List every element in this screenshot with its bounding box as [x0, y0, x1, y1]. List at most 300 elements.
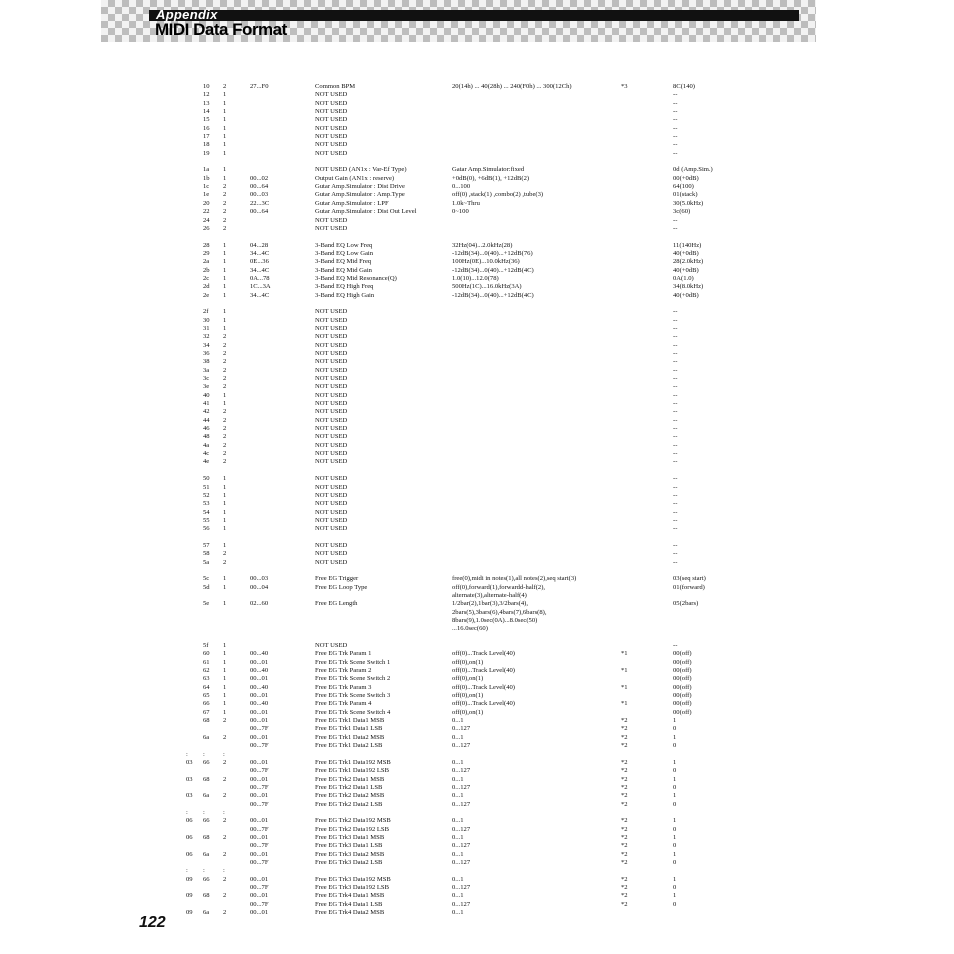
- cell-parameter-name: Gutar Amp.Simulator : Dist Drive: [315, 183, 405, 191]
- table-row: [0, 867, 954, 875]
- cell-description: -12dB(34)...0(40)...+12dB(76): [452, 249, 533, 257]
- cell-default-value: --: [673, 383, 678, 391]
- cell-parameter-name: NOT USED: [315, 425, 348, 433]
- cell-description: off(0),forward(1),forwardd-half(2),: [452, 583, 546, 591]
- cell-address-high: 03: [186, 775, 193, 783]
- cell-address-low: 1e: [203, 191, 210, 199]
- cell-parameter-name: Free EG Trk1 Data1 MSB: [315, 717, 385, 725]
- cell-size: 2: [223, 909, 227, 917]
- table-row: [0, 801, 954, 809]
- table-row: [0, 792, 954, 800]
- cell-address-low: 5e: [203, 600, 210, 608]
- cell-address-low: 44: [203, 416, 210, 424]
- table-row: [0, 709, 954, 717]
- cell-size: 2: [223, 208, 227, 216]
- cell-description: off(0),on(1): [452, 658, 484, 666]
- cell-size: 2: [223, 441, 227, 449]
- cell-address-high: 03: [186, 758, 193, 766]
- cell-parameter-name: 3-Band EQ High Gain: [315, 291, 375, 299]
- cell-address-low: 58: [203, 550, 210, 558]
- cell-parameter-name: Free EG Trk3 Data192 MSB: [315, 875, 391, 883]
- cell-parameter-name: Free EG Trk2 Data2 MSB: [315, 792, 385, 800]
- cell-parameter-name: NOT USED: [315, 375, 348, 383]
- cell-parameter-name: 3-Band EQ Mid Resonance(Q): [315, 274, 397, 282]
- cell-parameter-name: NOT USED: [315, 99, 348, 107]
- cell-default-value: 0d (Amp.Sim.): [673, 166, 713, 174]
- table-row: [0, 458, 954, 466]
- cell-size: 2: [223, 216, 227, 224]
- cell-parameter-name: NOT USED: [315, 525, 348, 533]
- table-row: [0, 734, 954, 742]
- cell-data-range: 00...64: [250, 208, 269, 216]
- cell-default-value: --: [673, 491, 678, 499]
- cell-description: 0...1: [452, 875, 464, 883]
- cell-data-range: 00...7F: [250, 800, 269, 808]
- cell-data-range: 00...01: [250, 850, 269, 858]
- cell-address-low: 29: [203, 249, 210, 257]
- cell-address-low: 30: [203, 316, 210, 324]
- cell-data-range: 00...7F: [250, 783, 269, 791]
- table-row: [0, 350, 954, 358]
- cell-data-range: 1C...3A: [250, 283, 271, 291]
- cell-default-value: 1: [673, 833, 677, 841]
- table-row: [0, 275, 954, 283]
- cell-description: 0...1: [452, 775, 464, 783]
- cell-data-range: 00...01: [250, 758, 269, 766]
- table-row: [0, 667, 954, 675]
- table-row: [0, 842, 954, 850]
- cell-size: 2: [223, 199, 227, 207]
- cell-size: 2: [223, 433, 227, 441]
- cell-address-low: 1a: [203, 166, 210, 174]
- cell-address-low: 6a: [203, 850, 210, 858]
- cell-size: 2: [223, 333, 227, 341]
- cell-description: ...16.0sec(60): [452, 625, 488, 633]
- cell-data-range: 00...40: [250, 667, 269, 675]
- cell-default-value: --: [673, 324, 678, 332]
- table-row: [0, 375, 954, 383]
- cell-size: 2: [223, 366, 227, 374]
- table-row: [0, 767, 954, 775]
- cell-data-range: 00...01: [250, 692, 269, 700]
- cell-size: 1: [223, 283, 227, 291]
- cell-data-range: 00...01: [250, 708, 269, 716]
- cell-address-low: 24: [203, 216, 210, 224]
- table-row: [0, 692, 954, 700]
- cell-address-low: 68: [203, 833, 210, 841]
- cell-address-low: 2e: [203, 291, 210, 299]
- cell-address-high: :: [186, 867, 188, 875]
- cell-data-range: 0A...78: [250, 274, 270, 282]
- cell-data-range: 00...01: [250, 833, 269, 841]
- table-row: [0, 300, 954, 308]
- cell-address-low: 46: [203, 425, 210, 433]
- cell-parameter-name: NOT USED: [315, 341, 348, 349]
- cell-note: *2: [621, 783, 628, 791]
- cell-parameter-name: NOT USED: [315, 558, 348, 566]
- cell-size: :: [223, 867, 225, 875]
- cell-size: 1: [223, 708, 227, 716]
- cell-default-value: --: [673, 216, 678, 224]
- cell-parameter-name: NOT USED: [315, 458, 348, 466]
- table-row: [0, 408, 954, 416]
- cell-description: 0...1: [452, 817, 464, 825]
- cell-size: 1: [223, 400, 227, 408]
- cell-parameter-name: NOT USED: [315, 516, 348, 524]
- cell-default-value: --: [673, 124, 678, 132]
- table-row: [0, 242, 954, 250]
- cell-description: 0...1: [452, 717, 464, 725]
- table-row: [0, 425, 954, 433]
- cell-data-range: 00...7F: [250, 742, 269, 750]
- table-row: [0, 383, 954, 391]
- cell-size: 1: [223, 600, 227, 608]
- cell-address-high: 09: [186, 875, 193, 883]
- cell-default-value: --: [673, 483, 678, 491]
- cell-default-value: --: [673, 358, 678, 366]
- cell-data-range: 02...60: [250, 600, 269, 608]
- cell-parameter-name: Free EG Length: [315, 600, 358, 608]
- cell-parameter-name: Free EG Trk Scene Switch 4: [315, 708, 391, 716]
- cell-note: *1: [621, 650, 628, 658]
- cell-description: 20(14h) ... 40(28h) ... 240(F0h) ... 300(12Ch): [452, 83, 572, 90]
- cell-size: 1: [223, 249, 227, 257]
- cell-description: 0...127: [452, 742, 471, 750]
- cell-size: 1: [223, 133, 227, 141]
- cell-default-value: 40(+0dB): [673, 249, 699, 257]
- cell-default-value: 0: [673, 858, 677, 866]
- cell-size: 1: [223, 99, 227, 107]
- cell-size: 1: [223, 650, 227, 658]
- table-row: [0, 892, 954, 900]
- cell-address-low: 2d: [203, 283, 210, 291]
- table-row: [0, 592, 954, 600]
- cell-parameter-name: Free EG Trk3 Data1 MSB: [315, 833, 385, 841]
- cell-parameter-name: Free EG Trk4 Data1 MSB: [315, 892, 385, 900]
- cell-parameter-name: Free EG Trk4 Data2 MSB: [315, 909, 385, 917]
- cell-address-low: 41: [203, 400, 210, 408]
- cell-address-low: 6a: [203, 733, 210, 741]
- cell-address-low: 3a: [203, 366, 210, 374]
- cell-data-range: 00...01: [250, 792, 269, 800]
- cell-address-low: 15: [203, 116, 210, 124]
- cell-default-value: 1: [673, 792, 677, 800]
- cell-data-range: 00...01: [250, 909, 269, 917]
- cell-address-low: 34: [203, 341, 210, 349]
- cell-size: 1: [223, 91, 227, 99]
- cell-parameter-name: Free EG Trk1 Data192 LSB: [315, 767, 389, 775]
- cell-parameter-name: Output Gain (AN1x : reserve): [315, 174, 395, 182]
- cell-description: off(0) ,stack(1) ,combo(2) ,tube(3): [452, 191, 544, 199]
- cell-parameter-name: NOT USED: [315, 408, 348, 416]
- cell-address-low: 1c: [203, 183, 210, 191]
- cell-default-value: 0A(1.0): [673, 274, 694, 282]
- cell-address-low: 52: [203, 491, 210, 499]
- cell-address-low: 4c: [203, 450, 210, 458]
- cell-data-range: 00...01: [250, 892, 269, 900]
- cell-default-value: --: [673, 391, 678, 399]
- cell-size: 1: [223, 266, 227, 274]
- cell-data-range: 34...4C: [250, 266, 270, 274]
- table-row: [0, 358, 954, 366]
- cell-address-low: 66: [203, 758, 210, 766]
- cell-default-value: --: [673, 408, 678, 416]
- cell-address-low: 66: [203, 817, 210, 825]
- cell-parameter-name: NOT USED: [315, 500, 348, 508]
- cell-size: 2: [223, 383, 227, 391]
- table-row: [0, 108, 954, 116]
- cell-parameter-name: Free EG Trk2 Data1 MSB: [315, 775, 385, 783]
- cell-default-value: --: [673, 366, 678, 374]
- cell-description: 0...1: [452, 758, 464, 766]
- cell-size: 1: [223, 124, 227, 132]
- cell-description: 0...1: [452, 909, 464, 917]
- cell-size: 1: [223, 241, 227, 249]
- cell-default-value: --: [673, 475, 678, 483]
- cell-size: 1: [223, 675, 227, 683]
- cell-description: 0...127: [452, 767, 471, 775]
- cell-size: 1: [223, 475, 227, 483]
- table-row: [0, 317, 954, 325]
- table-row: [0, 283, 954, 291]
- cell-address-low: :: [203, 867, 205, 875]
- cell-size: 1: [223, 116, 227, 124]
- cell-description: 0...127: [452, 842, 471, 850]
- cell-address-high: 06: [186, 833, 193, 841]
- cell-default-value: 00(off): [673, 708, 692, 716]
- cell-default-value: 1: [673, 758, 677, 766]
- cell-parameter-name: NOT USED: [315, 216, 348, 224]
- cell-note: *2: [621, 733, 628, 741]
- table-row: [0, 475, 954, 483]
- cell-size: 1: [223, 667, 227, 675]
- table-row: [0, 625, 954, 633]
- cell-address-low: 14: [203, 108, 210, 116]
- cell-description: 0...127: [452, 800, 471, 808]
- cell-description: 0...127: [452, 825, 471, 833]
- cell-size: 2: [223, 83, 227, 90]
- cell-description: 0...127: [452, 725, 471, 733]
- table-row: [0, 150, 954, 158]
- cell-parameter-name: Free EG Trk3 Data1 LSB: [315, 842, 383, 850]
- cell-parameter-name: NOT USED: [315, 350, 348, 357]
- cell-address-low: 65: [203, 692, 210, 700]
- cell-parameter-name: Free EG Trk2 Data2 LSB: [315, 800, 383, 808]
- cell-default-value: 01(stack): [673, 191, 698, 199]
- cell-default-value: 64(100): [673, 183, 694, 191]
- cell-default-value: 0: [673, 783, 677, 791]
- cell-default-value: 1: [673, 775, 677, 783]
- cell-address-low: 13: [203, 99, 210, 107]
- cell-note: *2: [621, 900, 628, 908]
- cell-data-range: 00...64: [250, 183, 269, 191]
- table-row: [0, 292, 954, 300]
- page-title: MIDI Data Format: [155, 20, 287, 39]
- cell-size: 2: [223, 416, 227, 424]
- cell-default-value: --: [673, 316, 678, 324]
- cell-note: *2: [621, 875, 628, 883]
- cell-data-range: 22...3C: [250, 199, 270, 207]
- cell-description: 32Hz(04)...2.0kHz(28): [452, 241, 513, 249]
- table-row: [0, 183, 954, 191]
- cell-default-value: --: [673, 141, 678, 149]
- cell-parameter-name: NOT USED (AN1x : Var-Ef Type): [315, 166, 407, 174]
- cell-description: -12dB(34)...0(40)...+12dB(4C): [452, 291, 534, 299]
- cell-size: 1: [223, 291, 227, 299]
- cell-default-value: 30(5.0kHz): [673, 199, 704, 207]
- cell-note: *2: [621, 742, 628, 750]
- table-row: [0, 325, 954, 333]
- cell-size: :: [223, 808, 225, 816]
- cell-parameter-name: Common BPM: [315, 83, 356, 90]
- cell-default-value: --: [673, 224, 678, 232]
- cell-default-value: 1: [673, 733, 677, 741]
- cell-size: 2: [223, 224, 227, 232]
- cell-parameter-name: NOT USED: [315, 391, 348, 399]
- cell-description: 1.0(10)...12.0(78): [452, 274, 499, 282]
- cell-description: 0~100: [452, 208, 469, 216]
- cell-description: 100Hz(0E)...10.0kHz(36): [452, 258, 520, 266]
- cell-data-range: 00...04: [250, 583, 269, 591]
- cell-parameter-name: NOT USED: [315, 400, 348, 408]
- cell-parameter-name: NOT USED: [315, 324, 348, 332]
- cell-default-value: --: [673, 116, 678, 124]
- cell-note: *2: [621, 825, 628, 833]
- cell-parameter-name: Free EG Trk Scene Switch 1: [315, 658, 391, 666]
- cell-parameter-name: NOT USED: [315, 491, 348, 499]
- cell-address-low: 17: [203, 133, 210, 141]
- table-row: [0, 208, 954, 216]
- cell-parameter-name: Free EG Loop Type: [315, 583, 368, 591]
- cell-note: *2: [621, 858, 628, 866]
- cell-description: 0...1: [452, 892, 464, 900]
- cell-default-value: 8C(140): [673, 83, 695, 90]
- cell-address-low: 6a: [203, 792, 210, 800]
- cell-address-low: 63: [203, 675, 210, 683]
- cell-parameter-name: NOT USED: [315, 358, 348, 366]
- cell-note: *3: [621, 83, 628, 90]
- cell-size: 1: [223, 174, 227, 182]
- cell-parameter-name: 3-Band EQ High Freq: [315, 283, 374, 291]
- cell-default-value: --: [673, 350, 678, 357]
- cell-address-low: 5c: [203, 575, 210, 583]
- cell-description: 0...127: [452, 900, 471, 908]
- table-row: [0, 191, 954, 199]
- cell-address-low: 38: [203, 358, 210, 366]
- cell-address-low: 19: [203, 149, 210, 157]
- cell-size: 2: [223, 425, 227, 433]
- cell-description: Gatar Amp.Simulator:fixed: [452, 166, 525, 174]
- cell-description: off(0)...Track Level(40): [452, 650, 515, 658]
- cell-default-value: 1: [673, 875, 677, 883]
- cell-parameter-name: 3-Band EQ Mid Gain: [315, 266, 372, 274]
- cell-parameter-name: NOT USED: [315, 124, 348, 132]
- cell-parameter-name: NOT USED: [315, 433, 348, 441]
- cell-default-value: --: [673, 500, 678, 508]
- cell-parameter-name: NOT USED: [315, 483, 348, 491]
- table-row: [0, 684, 954, 692]
- table-row: [0, 826, 954, 834]
- cell-data-range: 00...7F: [250, 884, 269, 891]
- cell-parameter-name: NOT USED: [315, 333, 348, 341]
- table-row: [0, 876, 954, 884]
- cell-parameter-name: 3-Band EQ Low Gain: [315, 249, 374, 257]
- cell-data-range: 00...03: [250, 191, 269, 199]
- cell-size: 2: [223, 191, 227, 199]
- table-row: [0, 166, 954, 174]
- cell-address-low: 16: [203, 124, 210, 132]
- cell-parameter-name: Free EG Trk1 Data2 LSB: [315, 742, 383, 750]
- cell-size: 1: [223, 525, 227, 533]
- cell-default-value: 40(+0dB): [673, 266, 699, 274]
- table-row: [0, 534, 954, 542]
- cell-default-value: --: [673, 149, 678, 157]
- cell-address-low: 42: [203, 408, 210, 416]
- cell-description: free(0),midi in notes(1),all notes(2),seq start(3): [452, 575, 577, 583]
- cell-default-value: 00(off): [673, 683, 692, 691]
- table-row: [0, 634, 954, 642]
- cell-parameter-name: Free EG Trk2 Data1 LSB: [315, 783, 383, 791]
- cell-description: off(0),on(1): [452, 692, 484, 700]
- table-row: [0, 158, 954, 166]
- table-row: [0, 500, 954, 508]
- cell-default-value: --: [673, 558, 678, 566]
- cell-description: +0dB(0), +6dB(1), +12dB(2): [452, 174, 530, 182]
- table-row: [0, 542, 954, 550]
- cell-size: 2: [223, 358, 227, 366]
- cell-note: *2: [621, 767, 628, 775]
- cell-description: 0...1: [452, 733, 464, 741]
- cell-default-value: 0: [673, 742, 677, 750]
- cell-default-value: --: [673, 433, 678, 441]
- table-row: [0, 400, 954, 408]
- table-row: [0, 116, 954, 124]
- cell-default-value: --: [673, 91, 678, 99]
- table-row: [0, 467, 954, 475]
- table-row: [0, 809, 954, 817]
- cell-address-low: 5a: [203, 558, 210, 566]
- cell-default-value: 1: [673, 892, 677, 900]
- cell-parameter-name: NOT USED: [315, 141, 348, 149]
- cell-default-value: 00(off): [673, 667, 692, 675]
- cell-address-low: 68: [203, 717, 210, 725]
- table-row: [0, 725, 954, 733]
- cell-address-high: 09: [186, 909, 193, 917]
- table-row: [0, 559, 954, 567]
- table-row: [0, 742, 954, 750]
- cell-data-range: 34...4C: [250, 291, 270, 299]
- cell-size: 2: [223, 758, 227, 766]
- table-row: [0, 851, 954, 859]
- cell-parameter-name: Free EG Trk2 Data192 LSB: [315, 825, 389, 833]
- table-row: [0, 442, 954, 450]
- cell-address-low: 5d: [203, 583, 210, 591]
- table-row: [0, 308, 954, 316]
- cell-address-high: :: [186, 808, 188, 816]
- cell-default-value: --: [673, 441, 678, 449]
- cell-parameter-name: Free EG Trk Param 2: [315, 667, 372, 675]
- cell-default-value: --: [673, 541, 678, 549]
- cell-parameter-name: Free EG Trigger: [315, 575, 359, 583]
- cell-default-value: --: [673, 108, 678, 116]
- cell-data-range: 00...02: [250, 174, 269, 182]
- cell-default-value: --: [673, 425, 678, 433]
- table-row: [0, 567, 954, 575]
- cell-address-low: 2f: [203, 308, 209, 316]
- cell-size: 2: [223, 817, 227, 825]
- table-row: [0, 225, 954, 233]
- cell-data-range: 00...01: [250, 875, 269, 883]
